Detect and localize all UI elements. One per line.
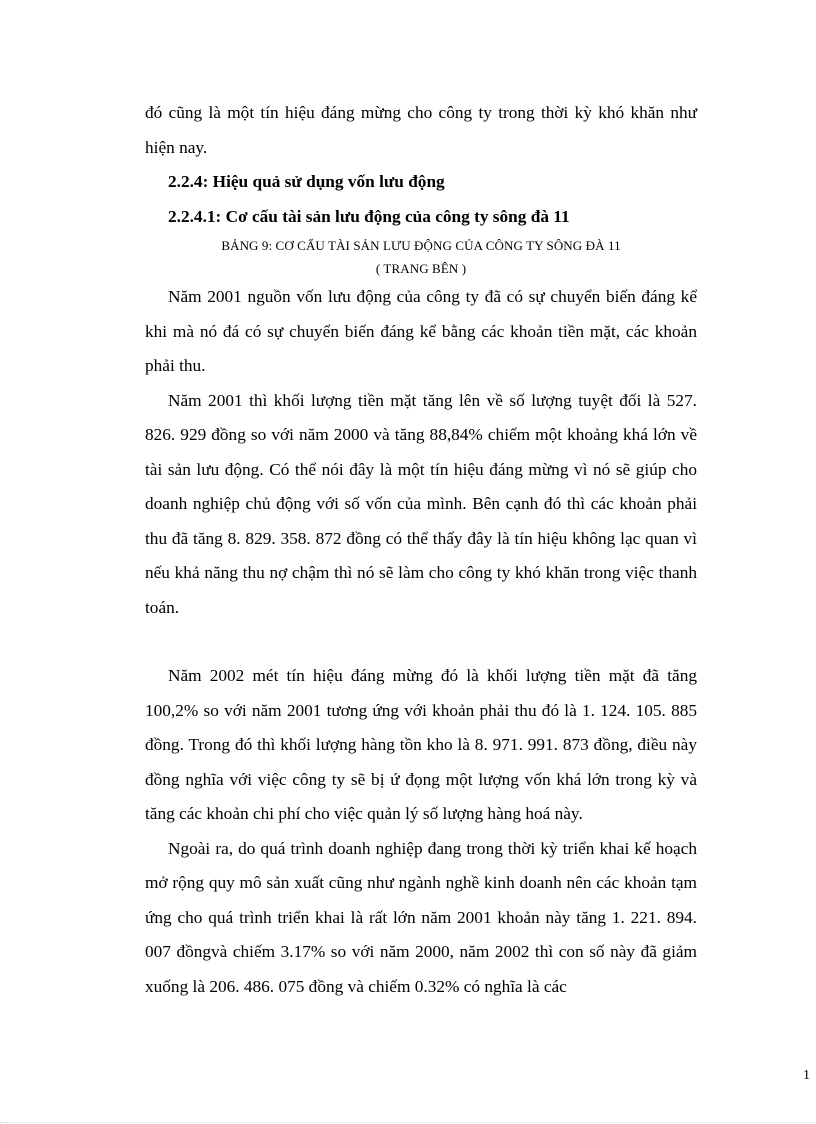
subsection-heading: 2.2.4.1: Cơ cấu tài sản lưu động của công ty sông đà 11 (168, 206, 570, 226)
page-content (145, 96, 697, 1004)
table-caption-note: ( TRANG BÊN ) (375, 261, 467, 276)
page-number: 1 (803, 1068, 810, 1083)
section-heading: 2.2.4: Hiệu quả sử dụng vốn lưu động (168, 172, 445, 191)
paragraph-gap (145, 625, 697, 659)
body-paragraph-4: Ngoài ra, do quá trình doanh nghiệp đang trong thời kỳ triển khai kế hoạch mở rộng quy mô sản xuất cũng như ngành nghề kinh doanh nên các khoản tạm ứng cho quá trình triển khai là rất lớn năm 2001 khoản này tăng 1. 221. 894. 007 đồngvà chiếm 3.17% so với năm 2000, năm 2002 thì con số này đã giảm xuống là 206. 486. 075 đồng và chiếm 0.32% có nghĩa là các (145, 838, 697, 996)
body-paragraph-2: Năm 2001 thì khối lượng tiền mặt tăng lên về số lượng tuyệt đối là 527. 826. 929 đồng so với năm 2000 và tăng 88,84% chiếm một khoảng khá lớn về tài sản lưu động. Có thể nói đây là một tín hiệu đáng mừng vì nó sẽ giúp cho doanh nghiệp chủ động với số vốn của mình. Bên cạnh đó thì các khoản phải thu đã tăng 8. 829. 358. 872 đồng có thể thấy đây là tín hiệu không lạc quan vì nếu khả năng thu nợ chậm thì nó sẽ làm cho công ty khó khăn trong việc thanh toán. (145, 390, 697, 617)
body-paragraph-3: Năm 2002 mét tín hiệu đáng mừng đó là khối lượng tiền mặt đã tăng 100,2% so với năm 2001 tương ứng với khoản phải thu đó là 1. 124. 105. 885 đồng. Trong đó thì khối lượng hàng tồn kho là 8. 971. 991. 873 đồng, điều này đồng nghĩa với việc công ty sẽ bị ứ đọng một lượng vốn khá lớn trong kỳ và tăng các khoản chi phí cho việc quản lý số lượng hàng hoá này. (145, 666, 697, 823)
body-paragraph-1: Năm 2001 nguồn vốn lưu động của công ty đã có sự chuyển biến đáng kể khi mà nó đá có sự chuyển biến đáng kể bằng các khoản tiền mặt, các khoản phải thu. (145, 287, 697, 375)
table-caption: BẢNG 9: CƠ CẤU TÀI SẢN LƯU ĐỘNG CỦA CÔNG TY SÔNG ĐÀ 11 (221, 238, 621, 253)
intro-paragraph: đó cũng là một tín hiệu đáng mừng cho công ty trong thời kỳ khó khăn như hiện nay. (145, 103, 697, 157)
